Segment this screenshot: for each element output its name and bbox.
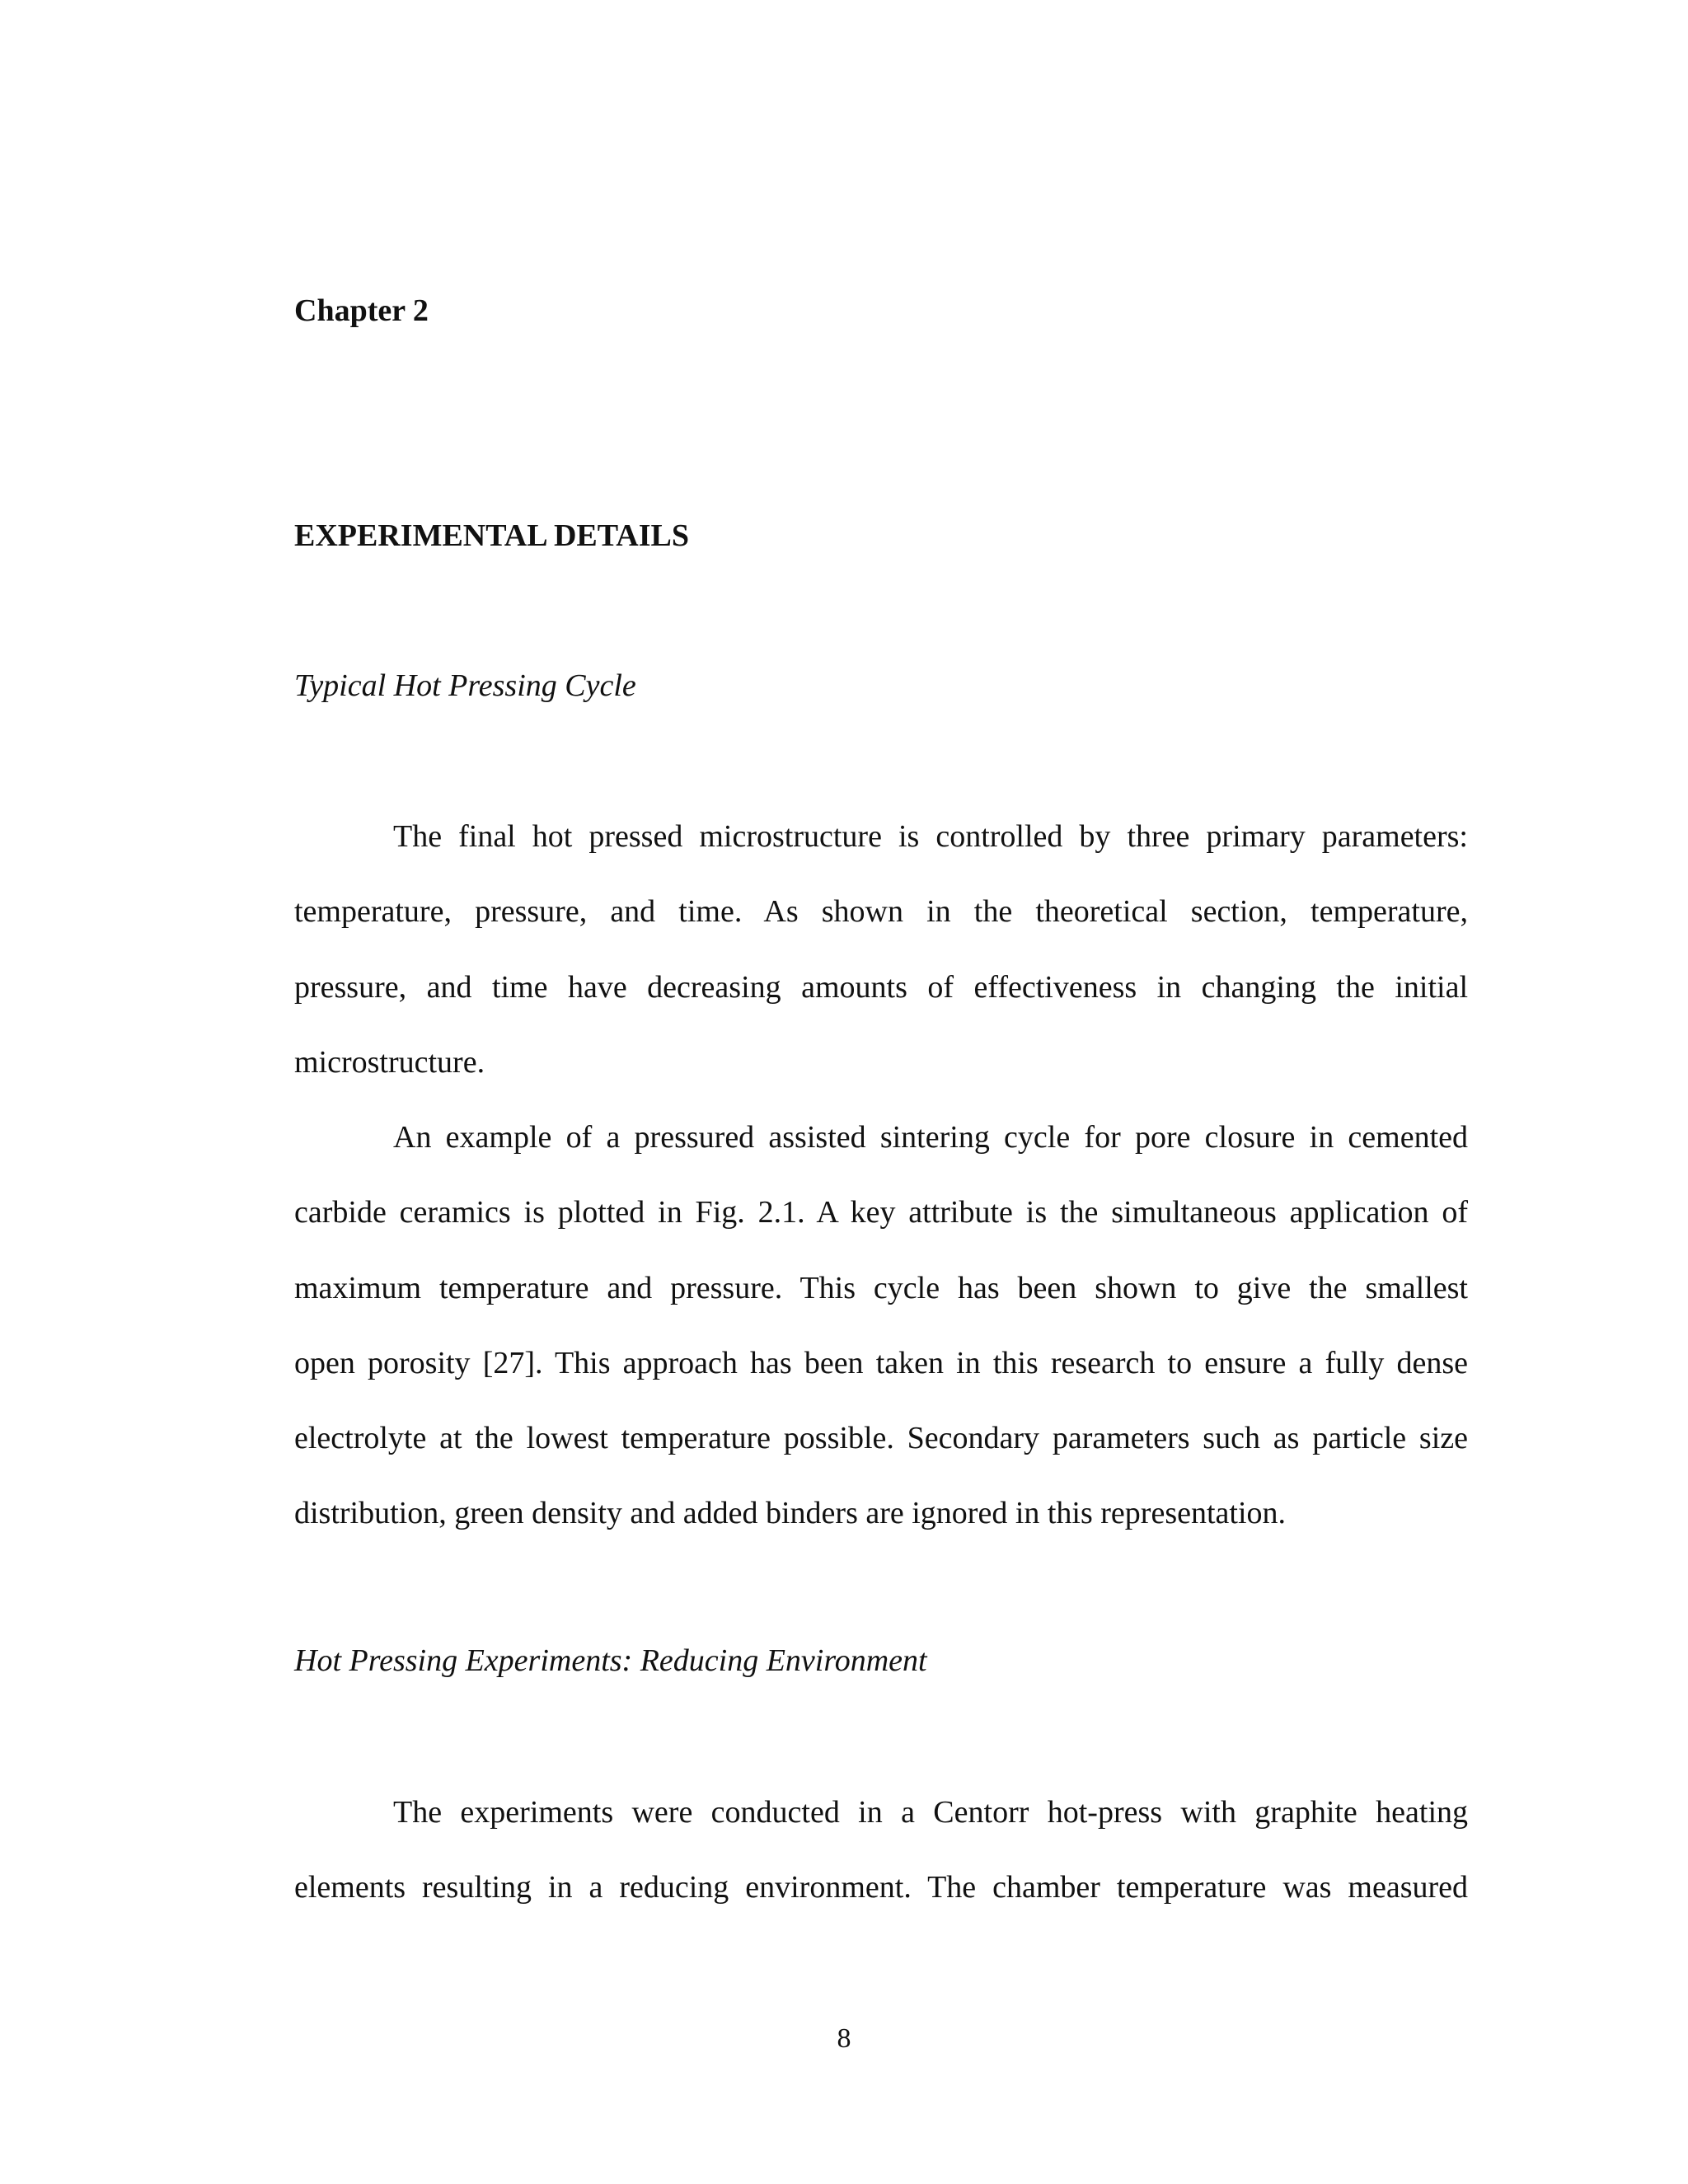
paragraph <box>294 1775 1468 1926</box>
paragraph-line: microstructure. <box>294 1044 485 1080</box>
paragraph-line: elements resulting in a reducing environment. The chamber temperature was measured <box>294 1870 1468 1905</box>
paragraph-line: The experiments were conducted in a Centorr hot-press with graphite heating <box>393 1795 1468 1830</box>
paragraph-line: pressure, and time have decreasing amounts of effectiveness in changing the initial <box>294 969 1468 1005</box>
paragraph-line: temperature, pressure, and time. As shown in the theoretical section, temperature, <box>294 894 1468 930</box>
paragraph-line: carbide ceramics is plotted in Fig. 2.1. A key attribute is the simultaneous application of <box>294 1195 1468 1230</box>
paragraph-line: open porosity [27]. This approach has been taken in this research to ensure a fully dense <box>294 1345 1468 1380</box>
section-heading-hot-pressing-cycle: Typical Hot Pressing Cycle <box>294 668 636 703</box>
paragraph <box>294 1100 1468 1552</box>
paragraph-line: maximum temperature and pressure. This cycle has been shown to give the smallest <box>294 1270 1468 1305</box>
chapter-label: Chapter 2 <box>294 293 429 328</box>
page-number: 8 <box>837 2023 851 2054</box>
paragraph-line: electrolyte at the lowest temperature possible. Secondary parameters such as particle size <box>294 1421 1468 1456</box>
section-heading-reducing-environment: Hot Pressing Experiments: Reducing Environment <box>294 1643 927 1678</box>
chapter-title: EXPERIMENTAL DETAILS <box>294 518 689 553</box>
paragraph-line: The final hot pressed microstructure is controlled by three primary parameters: <box>393 819 1468 854</box>
paragraph-line: distribution, green density and added binders are ignored in this representation. <box>294 1496 1287 1531</box>
paragraph-line: An example of a pressured assisted sintering cycle for pore closure in cemented <box>393 1120 1468 1155</box>
paragraph <box>294 799 1468 1100</box>
